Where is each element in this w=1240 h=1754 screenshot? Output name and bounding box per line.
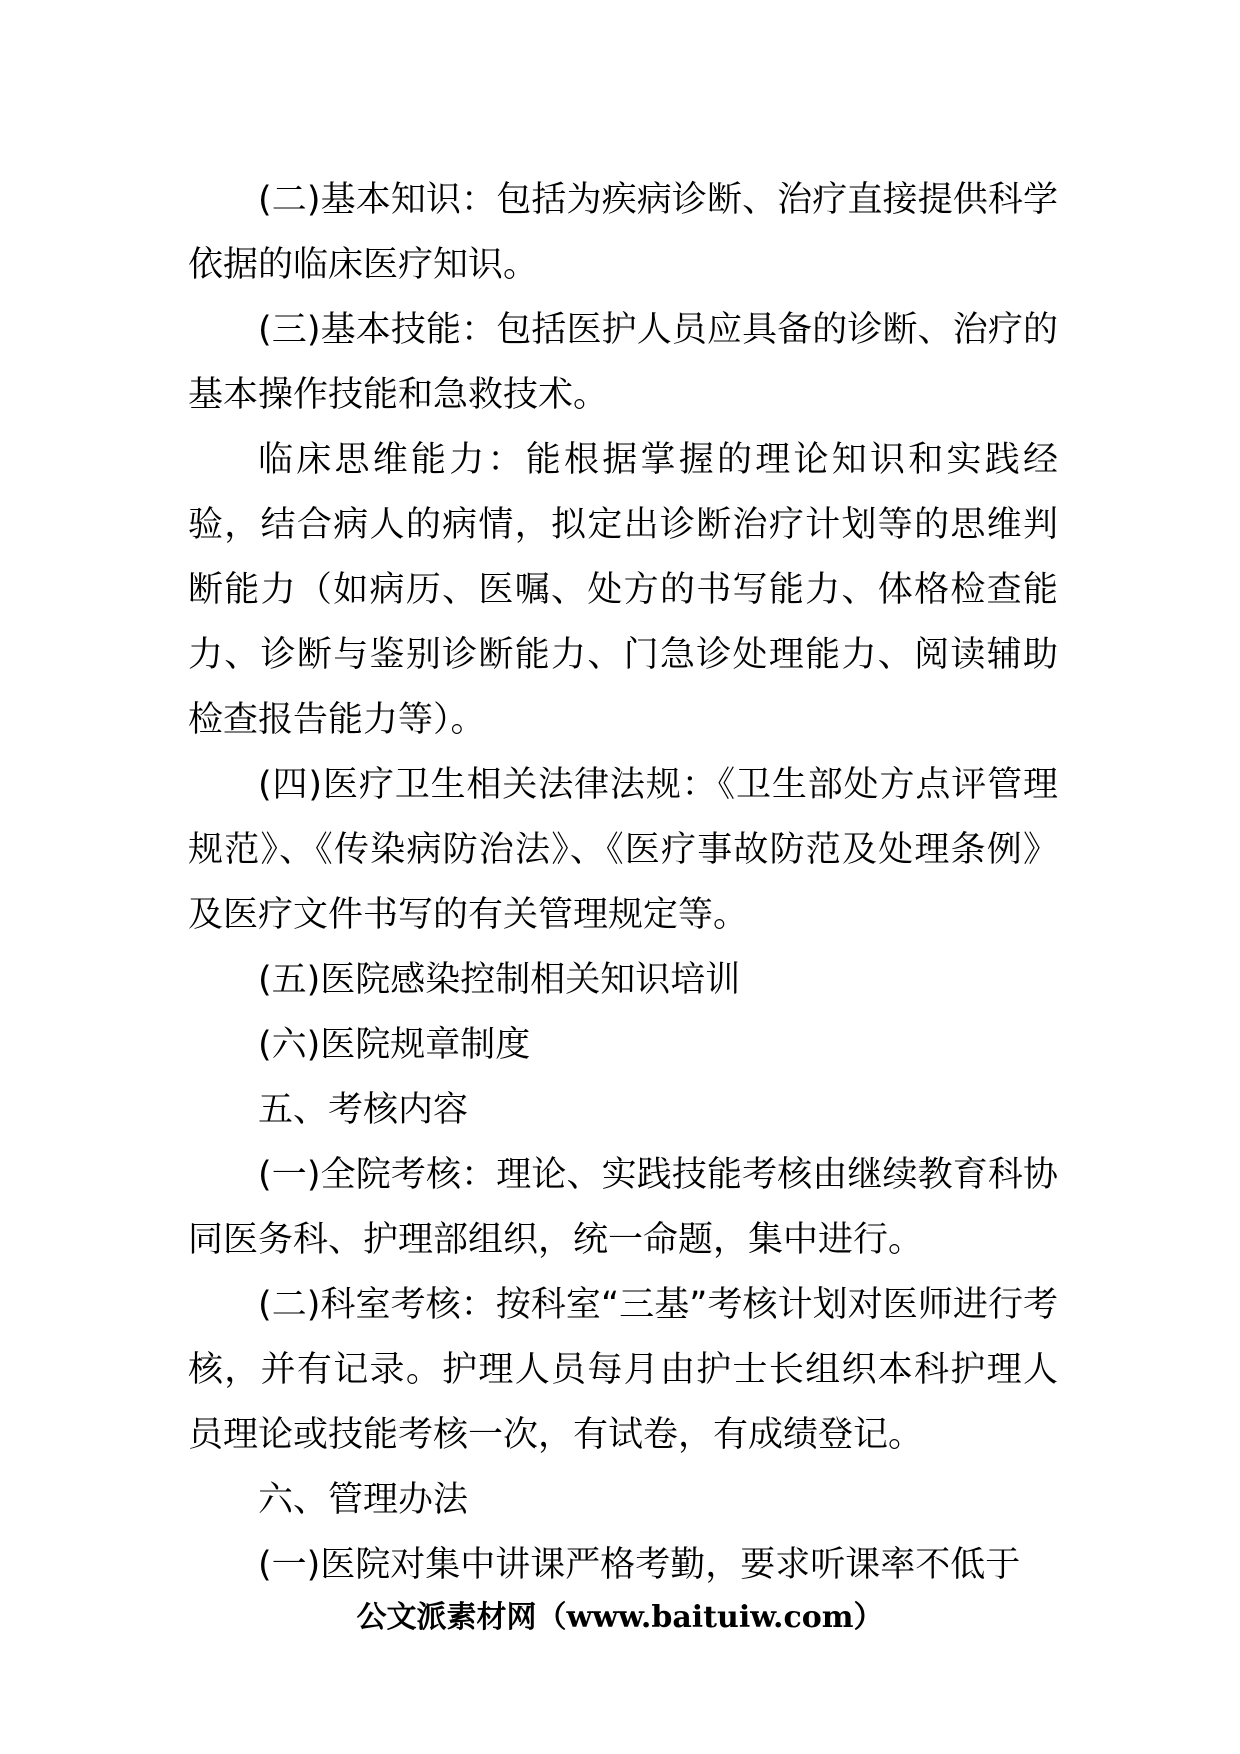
- paragraph-hospital-assessment: (一)全院考核：理论、实践技能考核由继续教育科协同医务科、护理部组织，统一命题，集中进行。: [188, 1155, 1058, 1260]
- paragraph-department-assessment: (二)科室考核：按科室“三基”考核计划对医师进行考核，并有记录。护理人员每月由护士长组织本科护理人员理论或技能考核一次，有试卷，有成绩登记。: [188, 1285, 1058, 1455]
- paragraph-basic-knowledge: (二)基本知识：包括为疾病诊断、治疗直接提供科学依据的临床医疗知识。: [188, 180, 1058, 285]
- section-heading-assessment: 五、考核内容: [258, 1090, 469, 1130]
- paragraph-attendance: (一)医院对集中讲课严格考勤，要求听课率不低于: [258, 1545, 1021, 1585]
- footer-watermark: 公文派素材网（www.baituiw.com）: [356, 1600, 884, 1635]
- section-heading-management: 六、管理办法: [258, 1480, 469, 1520]
- paragraph-clinical-thinking: 临床思维能力：能根据掌握的理论知识和实践经验，结合病人的病情，拟定出诊断治疗计划等的思维判断能力（如病历、医嘱、处方的书写能力、体格检查能力、诊断与鉴别诊断能力、门急诊处理能力、阅读辅助检查报告能力等）。: [188, 440, 1058, 740]
- paragraph-laws-regulations: (四)医疗卫生相关法律法规：《卫生部处方点评管理规范》、《传染病防治法》、《医疗事故防范及处理条例》及医疗文件书写的有关管理规定等。: [188, 765, 1058, 935]
- paragraph-basic-skills: (三)基本技能：包括医护人员应具备的诊断、治疗的基本操作技能和急救技术。: [188, 310, 1058, 415]
- document-body: [188, 168, 1058, 1598]
- paragraph-hospital-rules: (六)医院规章制度: [258, 1025, 531, 1065]
- paragraph-infection-control: (五)医院感染控制相关知识培训: [258, 960, 741, 1000]
